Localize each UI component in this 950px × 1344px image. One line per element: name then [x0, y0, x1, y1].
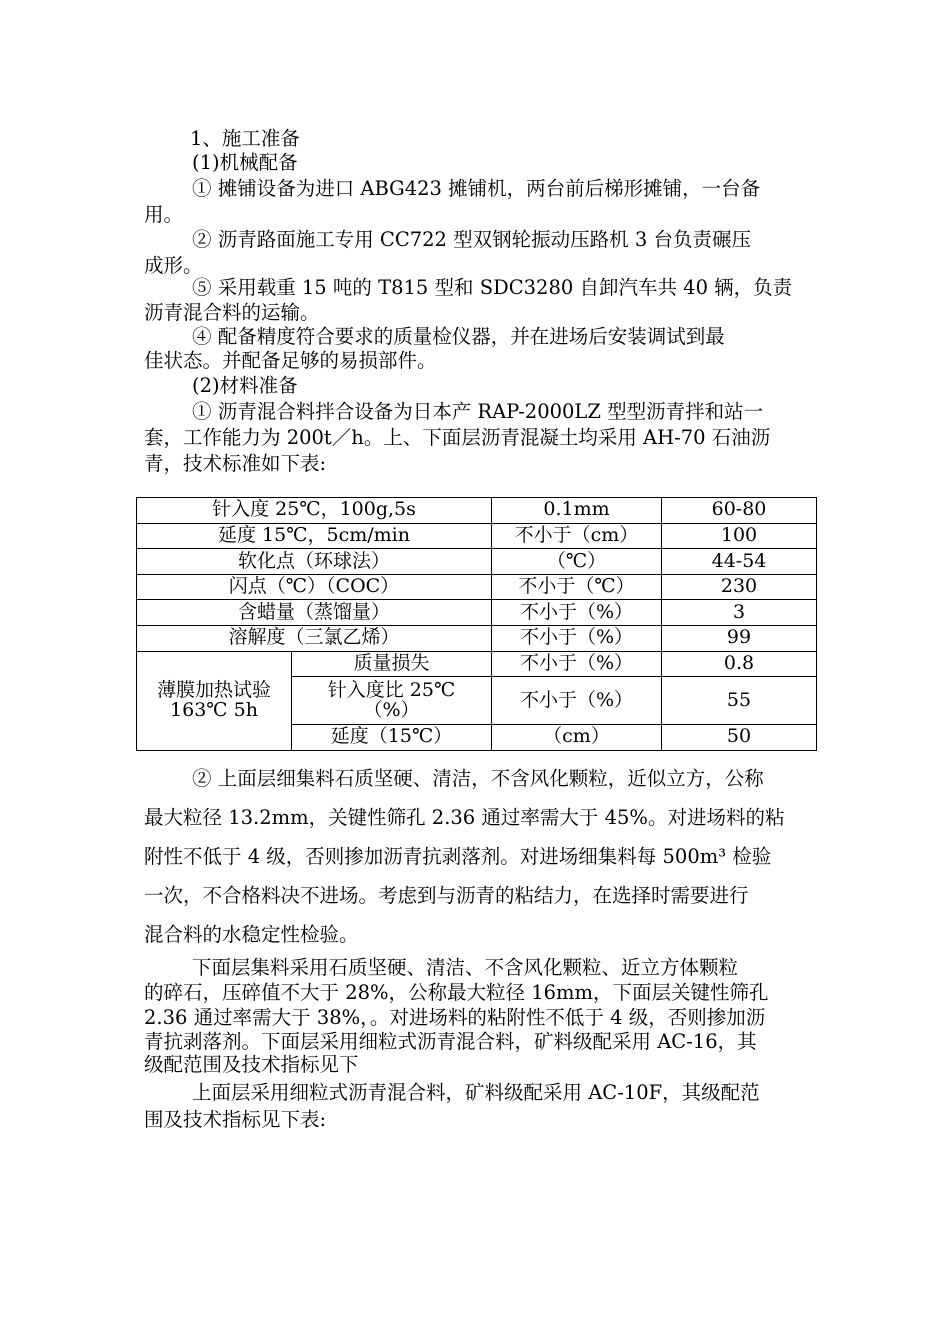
- paragraph-line: 附性不低于 4 级，否则掺加沥青抗剥落剂。对进场细集料每 500m³ 检验: [144, 845, 772, 868]
- asphalt-spec-table: [136, 497, 817, 751]
- table-cell-value: 0.8: [662, 651, 817, 677]
- paragraph-line: ② 上面层细集料石质坚硬、清洁，不含风化颗粒，近似立方，公称: [192, 767, 764, 790]
- group-label-line: 163℃ 5h: [170, 698, 258, 721]
- paragraph-line: 沥青混合料的运输。: [144, 301, 320, 324]
- paragraph-line: 套，工作能力为 200t／h。上、下面层沥青混凝土均采用 AH-70 石油沥: [144, 426, 771, 449]
- paragraph-line: ① 摊铺设备为进口 ABG423 摊铺机，两台前后梯形摊铺，一台备: [192, 177, 761, 200]
- paragraph-line: 围及技术指标见下表:: [144, 1108, 327, 1131]
- table-cell-unit: （℃）: [492, 549, 662, 575]
- table-cell-unit: 不小于（℃）: [492, 574, 662, 600]
- table-cell-value: 50: [662, 725, 817, 751]
- table-cell-unit: 不小于（%）: [492, 600, 662, 626]
- paragraph-line: 最大粒径 13.2mm，关键性筛孔 2.36 通过率需大于 45%。对进场料的粘: [144, 806, 785, 829]
- paragraph-line: 混合料的水稳定性检验。: [144, 923, 359, 946]
- table-cell-item: 针入度 25℃，100g,5s: [137, 498, 492, 524]
- paragraph-line: 青，技术标准如下表:: [144, 452, 327, 475]
- table-cell-value: 99: [662, 625, 817, 651]
- paragraph-line: 下面层集料采用石质坚硬、清洁、不含风化颗粒、近立方体颗粒: [192, 956, 739, 979]
- paragraph-line: 级配范围及技术指标见下: [144, 1053, 359, 1076]
- section-heading: 1、施工准备: [190, 127, 300, 150]
- cell-line: （%）: [363, 698, 420, 721]
- table-cell-item: 延度（15℃）: [292, 725, 492, 751]
- paragraph-line: 青抗剥落剂。下面层采用细粒式沥青混合料，矿料级配采用 AC-16，其: [144, 1030, 757, 1053]
- paragraph-line: 一次，不合格料决不进场。考虑到与沥青的粘结力，在选择时需要进行: [144, 884, 749, 907]
- paragraph-line: ② 沥青路面施工专用 CC722 型双钢轮振动压路机 3 台负责碾压: [192, 228, 751, 251]
- table-row: [137, 574, 817, 600]
- table-cell-unit: 不小于（%）: [492, 625, 662, 651]
- table-group-label: [137, 651, 292, 750]
- table-row: [137, 523, 817, 549]
- table-cell-unit: 不小于（%）: [492, 677, 662, 725]
- table-row: [137, 625, 817, 651]
- table-row: [137, 600, 817, 626]
- paragraph-line: 2.36 通过率需大于 38%，。对进场料的粘附性不低于 4 级，否则掺加沥: [144, 1006, 766, 1029]
- table-cell-value: 100: [662, 523, 817, 549]
- table-cell-unit: 不小于（cm）: [492, 523, 662, 549]
- table-row: [137, 498, 817, 524]
- paragraph-line: 用。: [144, 203, 184, 226]
- paragraph-line: ① 沥青混合料拌合设备为日本产 RAP-2000LZ 型型沥青拌和站一: [192, 400, 764, 423]
- paragraph-line: 上面层采用细粒式沥青混合料，矿料级配采用 AC-10F，其级配范: [192, 1081, 760, 1104]
- cell-line: 针入度比 25℃: [327, 678, 456, 701]
- table-row: [137, 549, 817, 575]
- paragraph-line: 成形。: [144, 254, 203, 277]
- table-cell-value: 60-80: [662, 498, 817, 524]
- table-cell-unit: （cm）: [492, 725, 662, 751]
- table-cell-item: [292, 677, 492, 725]
- subsection-machinery: (1)机械配备: [192, 151, 298, 174]
- paragraph-line: ⑤ 采用载重 15 吨的 T815 型和 SDC3280 自卸汽车共 40 辆，负责: [192, 276, 793, 299]
- paragraph-line: 的碎石，压碎值不大于 28%，公称最大粒径 16mm，下面层关键性筛孔: [144, 981, 769, 1004]
- table-cell-unit: 0.1mm: [492, 498, 662, 524]
- table-cell-value: 55: [662, 677, 817, 725]
- table-cell-item: 含蜡量（蒸馏量）: [137, 600, 492, 626]
- table-cell-value: 230: [662, 574, 817, 600]
- table-cell-item: 软化点（环球法）: [137, 549, 492, 575]
- table-cell-value: 3: [662, 600, 817, 626]
- table-cell-item: 闪点（℃）（COC）: [137, 574, 492, 600]
- table-cell-item: 延度 15℃，5cm/min: [137, 523, 492, 549]
- paragraph-line: 佳状态。并配备足够的易损部件。: [144, 349, 437, 372]
- table-cell-unit: 不小于（%）: [492, 651, 662, 677]
- table-row: [137, 651, 817, 677]
- table-cell-item: 质量损失: [292, 651, 492, 677]
- paragraph-line: ④ 配备精度符合要求的质量检仪器，并在进场后安装调试到最: [192, 325, 725, 348]
- subsection-materials: (2)材料准备: [192, 374, 298, 397]
- table-cell-value: 44-54: [662, 549, 817, 575]
- table-cell-item: 溶解度（三氯乙烯）: [137, 625, 492, 651]
- group-label-line: 薄膜加热试验: [156, 678, 271, 701]
